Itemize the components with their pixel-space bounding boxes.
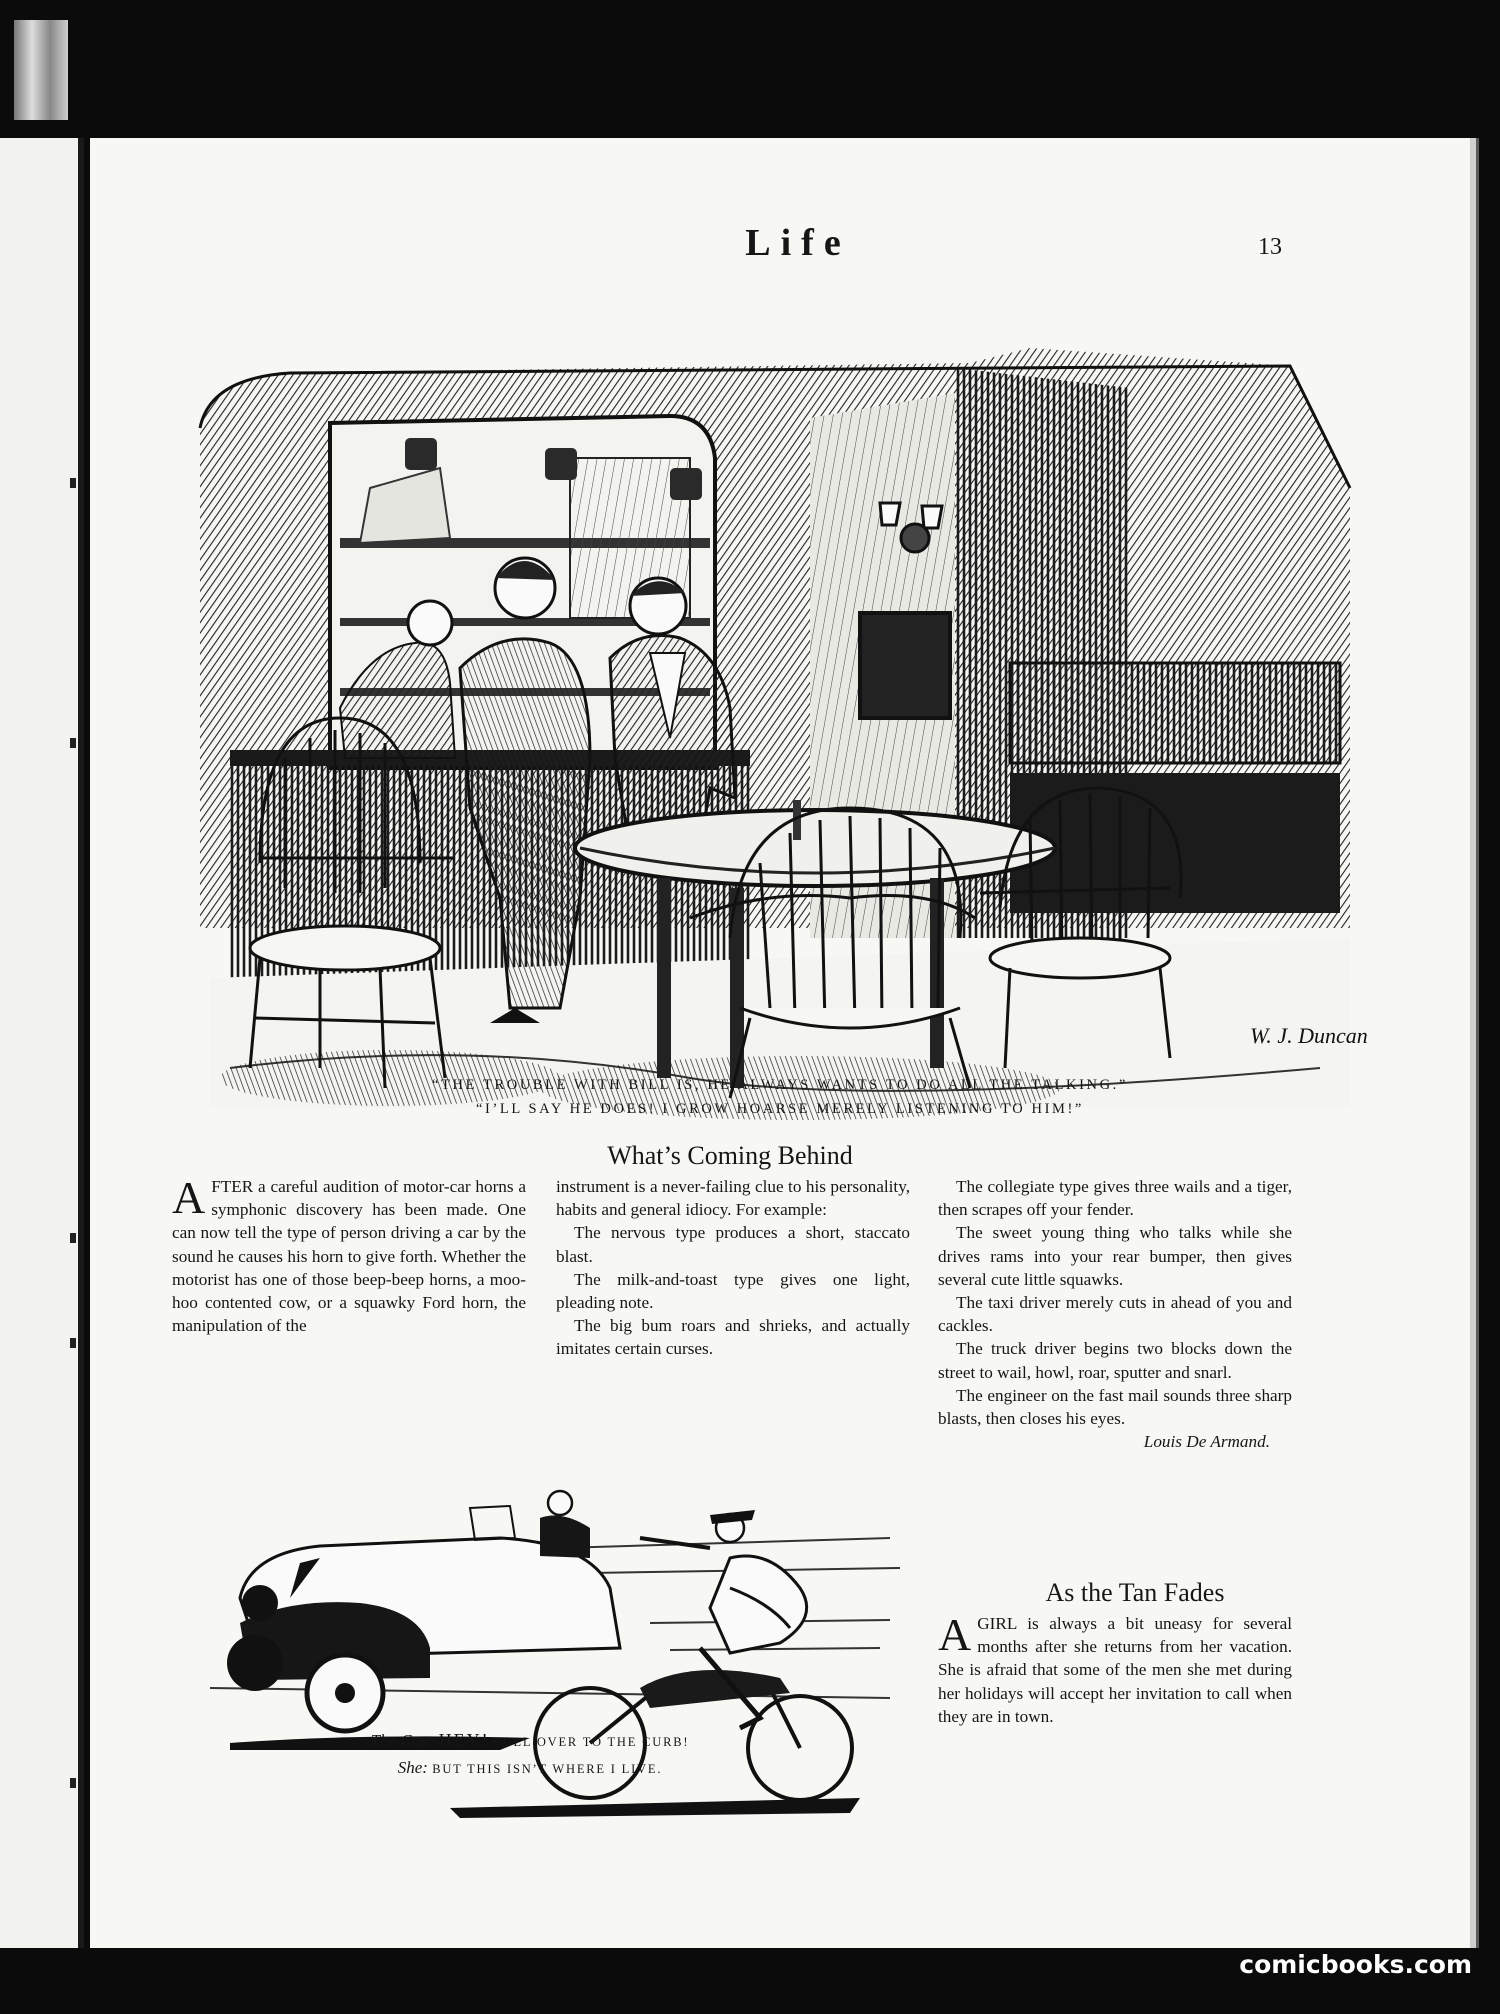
watermark: comicbooks.com (1239, 1950, 1472, 1979)
page-number: 13 (1258, 234, 1282, 260)
article1-column-1 (172, 1172, 526, 1337)
article1-paragraph-9: The engineer on the fast mail sounds three sharp blasts, then closes his eyes. (938, 1385, 1292, 1429)
scanner-edge (14, 20, 68, 120)
caption-she-line: BUT THIS ISN’T WHERE I LIVE. (432, 1762, 663, 1776)
caption-line-2: “I’LL SAY HE DOES! I GROW HOARSE MERELY LISTENING TO HIM!” (476, 1101, 1084, 1117)
caption-cop-line: PULL OVER TO THE CURB! (493, 1735, 690, 1749)
speaker-cop: The Cop: (370, 1731, 435, 1750)
article1-paragraph-1-cont: instrument is a never-failing clue to his personality, habits and general idiocy. For example: (556, 1177, 910, 1220)
article1-paragraph-2: The nervous type produces a short, staccato blast. (556, 1223, 910, 1266)
car-and-cop-illustration (170, 1388, 910, 1858)
article2-column (938, 1609, 1292, 1728)
caption-line-1: “THE TROUBLE WITH BILL IS, HE ALWAYS WANTS TO DO ALL THE TALKING.” (432, 1077, 1128, 1093)
article1-paragraph-4: The big bum roars and shrieks, and actually imitates certain curses. (556, 1316, 910, 1359)
dropcap: A (938, 1609, 972, 1660)
caption-hey: HEY! (438, 1730, 490, 1750)
article-title-whats-coming-behind: What’s Coming Behind (607, 1141, 853, 1170)
article1-paragraph-7: The taxi driver merely cuts in ahead of you and cackles. (938, 1293, 1292, 1336)
article2-paragraph-1: GIRL is always a bit uneasy for several months after she returns from her vacation. She is afraid that some of the men she met during her holidays will accept her invitation to call when they are in town. (938, 1614, 1292, 1726)
illustrator-signature: W. J. Duncan (1250, 1023, 1368, 1048)
article1-author: Louis De Armand. (1143, 1432, 1270, 1452)
facing-page-edge (0, 138, 84, 1948)
tavern-illustration (170, 288, 1370, 1204)
article1-paragraph-6: The sweet young thing who talks while she drives rams into your rear bumper, then gives several cute little squawks. (938, 1223, 1292, 1289)
article1-column-2 (556, 1175, 910, 1361)
bottom-cartoon-caption (240, 1728, 820, 1782)
magazine-page (90, 138, 1470, 1948)
article1-paragraph-1: FTER a careful audition of motor-car horns a symphonic discovery has been made. One can now tell the type of person driving a car by the sound he causes his horn to give forth. Whether the motorist has one of those beep-beep horns, a moo-hoo contented cow, or a squawky Ford horn, the manipulation of the (172, 1177, 526, 1336)
article1-paragraph-8: The truck driver begins two blocks down the street to wail, howl, roar, sputter and snarl. (938, 1339, 1292, 1382)
article-title-as-the-tan-fades: As the Tan Fades (1045, 1578, 1225, 1607)
article1-paragraph-3: The milk-and-toast type gives one light, pleading note. (556, 1269, 910, 1313)
dropcap: A (172, 1172, 206, 1223)
speaker-she: She: (397, 1758, 428, 1777)
masthead-title: Life (745, 222, 851, 264)
article1-paragraph-5: The collegiate type gives three wails and a tiger, then scrapes off your fender. (938, 1177, 1292, 1220)
top-cartoon-caption (210, 1073, 1350, 1121)
article1-column-3 (938, 1175, 1292, 1453)
